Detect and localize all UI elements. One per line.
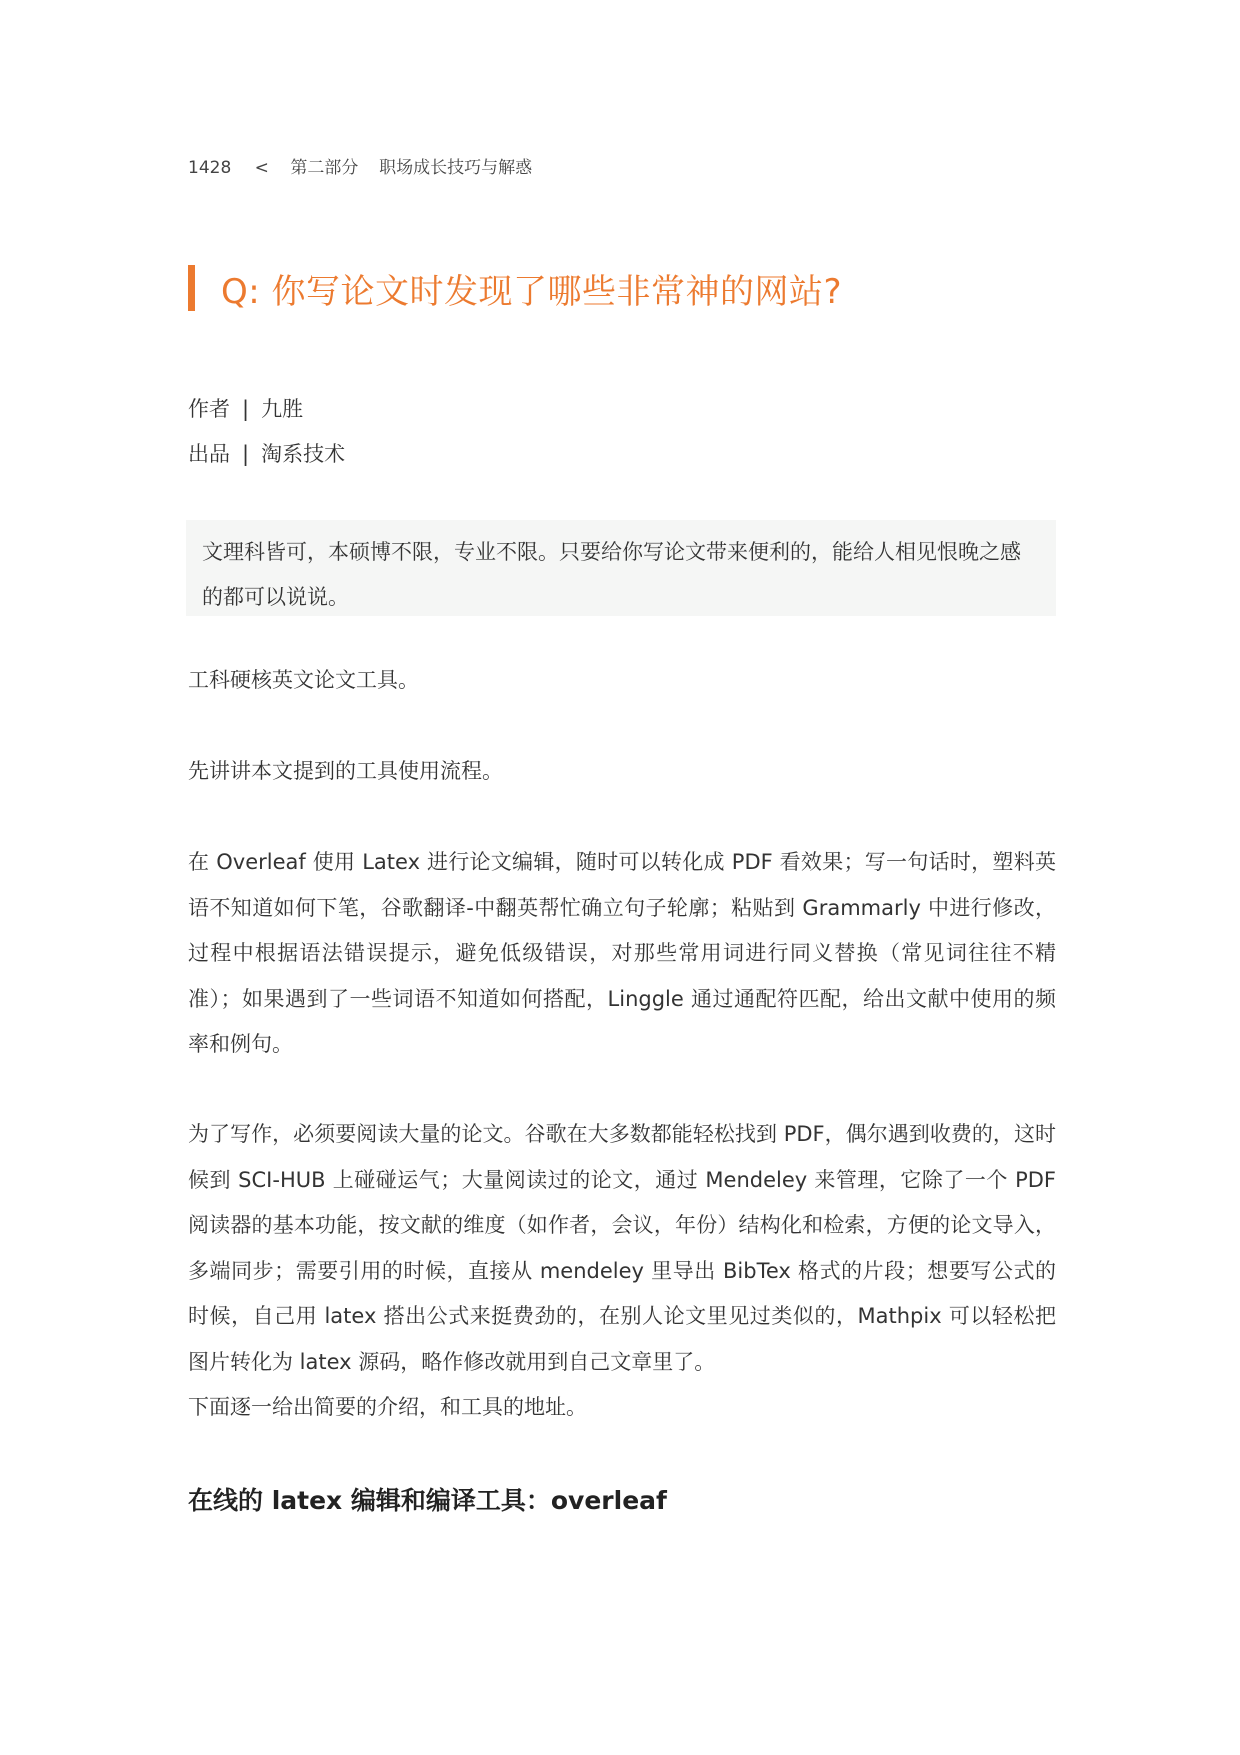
page-number: 1428 bbox=[188, 158, 232, 178]
author-label: 作者 bbox=[188, 397, 230, 421]
section-subheading: 在线的 latex 编辑和编译工具：overleaf bbox=[188, 1486, 667, 1515]
question-title: Q: 你写论文时发现了哪些非常神的网站? bbox=[221, 271, 843, 312]
part-label: 第二部分 bbox=[290, 158, 359, 178]
author-line bbox=[188, 393, 303, 423]
accent-bar bbox=[188, 265, 195, 311]
paragraph-2: 先讲讲本文提到的工具使用流程。 bbox=[188, 759, 503, 783]
paragraph-1: 工科硬核英文论文工具。 bbox=[188, 668, 419, 692]
paragraph-4: 为了写作，必须要阅读大量的论文。谷歌在大多数都能轻松找到 PDF，偶尔遇到收费的，这时候到 SCI-HUB 上碰碰运气；大量阅读过的论文，通过 Mendeley 来管理，它除了一个 PDF 阅读器的基本功能，按文献的维度（如作者，会议，年份）结构化和检索，方便的论文导入，多端同步；需要引用的时候，直接从 mendeley 里导出 BibTex 格式的片段；想要写公式的时候，自己用 latex 搭出公式来挺费劲的，在别人论文里见过类似的，Mathpix 可以轻松把图片转化为 latex 源码，略作修改就用到自己文章里了。 bbox=[188, 1122, 1056, 1374]
publisher-name: 淘系技术 bbox=[261, 442, 346, 466]
paragraph-3: 在 Overleaf 使用 Latex 进行论文编辑，随时可以转化成 PDF 看效果；写一句话时，塑料英语不知道如何下笔，谷歌翻译-中翻英帮忙确立句子轮廓；粘贴到 Grammarly 中进行修改，过程中根据语法错误提示，避免低级错误，对那些常用词进行同义替换（常见词往往不精准）；如果遇到了一些词语不知道如何搭配，Linggle 通过通配符匹配，给出文献中使用的频率和例句。 bbox=[188, 850, 1056, 1056]
author-divider: | bbox=[242, 397, 250, 421]
publisher-divider: | bbox=[242, 442, 250, 466]
publisher-line bbox=[188, 438, 345, 468]
paragraph-5: 下面逐一给出简要的介绍，和工具的地址。 bbox=[188, 1395, 587, 1419]
header-separator: < bbox=[254, 158, 269, 178]
publisher-label: 出品 bbox=[188, 442, 230, 466]
author-name: 九胜 bbox=[261, 397, 304, 421]
running-header bbox=[188, 153, 532, 178]
quote-text: 文理科皆可，本硕博不限，专业不限。只要给你写论文带来便利的，能给人相见恨晚之感的都可以说说。 bbox=[202, 540, 1021, 609]
section-label: 职场成长技巧与解惑 bbox=[379, 158, 533, 178]
question-heading bbox=[188, 264, 842, 312]
quote-block bbox=[186, 520, 1056, 616]
